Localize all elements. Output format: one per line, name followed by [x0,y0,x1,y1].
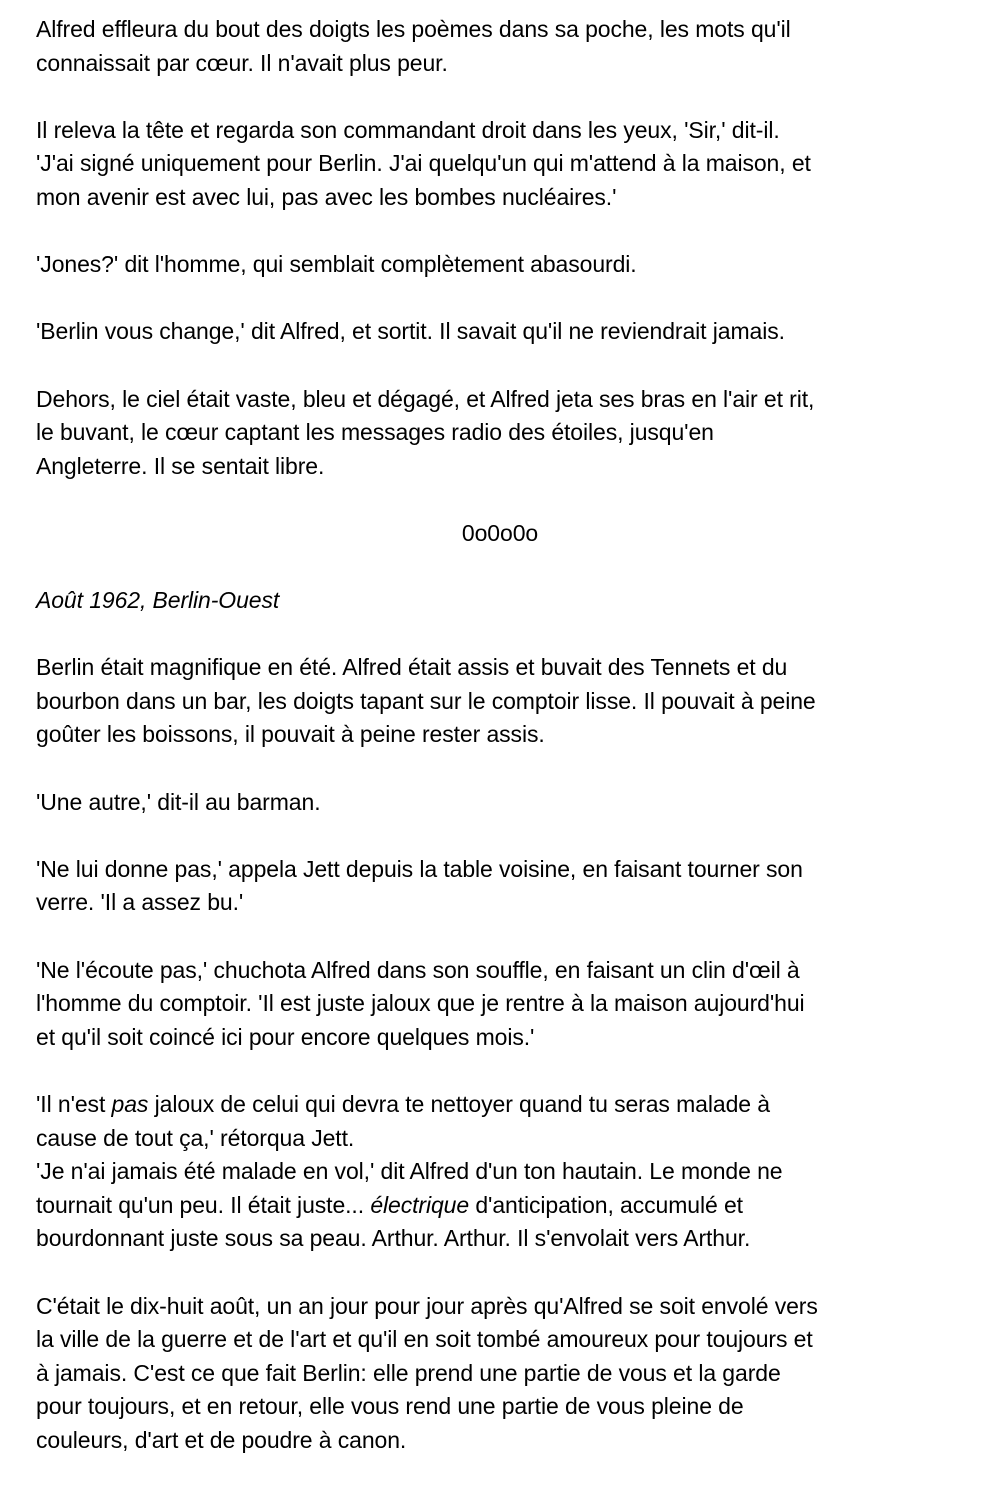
text-line: Alfred effleura du bout des doigts les poèmes dans sa poche, les mots qu'il [36,16,791,42]
paragraph [36,383,986,484]
paragraph [36,954,986,1055]
document-page [36,13,986,1491]
section-heading [36,584,986,618]
text-line: goûter les boissons, il pouvait à peine rester assis. [36,721,545,748]
text-line: 'Berlin vous change,' dit Alfred, et sortit. Il savait qu'il ne reviendrait jamais. [36,318,785,345]
text-line: le buvant, le cœur captant les messages radio des étoiles, jusqu'en [36,419,714,446]
text-line [36,1088,986,1122]
text-line: connaissait par cœur. Il n'avait plus peur. [36,49,448,76]
paragraph [36,1155,986,1256]
separator-text: 0o0o0o [461,519,539,546]
text-line: couleurs, d'art et de poudre à canon. [36,1426,407,1453]
text-line: verre. 'Il a assez bu.' [36,889,244,916]
text-line: l'homme du comptoir. 'Il est juste jaloux que je rentre à la maison aujourd'hui [36,990,805,1017]
text-line: 'Jones?' dit l'homme, qui semblait complètement abasourdi. [36,251,637,278]
text-line: bourbon dans un bar, les doigts tapant sur le comptoir lisse. Il pouvait à peine [36,687,816,714]
date-location-heading: Août 1962, Berlin-Ouest [36,587,280,614]
text-line: 'Une autre,' dit-il au barman. [36,788,321,815]
scene-separator [36,517,986,551]
paragraph [36,853,986,920]
text-line: 'J'ai signé uniquement pour Berlin. J'ai quelqu'un qui m'attend à la maison, et [36,150,811,177]
text-line: 'Ne lui donne pas,' appela Jett depuis la table voisine, en faisant tourner son [36,855,803,882]
text-line: 'Je n'ai jamais été malade en vol,' dit Alfred d'un ton hautain. Le monde ne [36,1158,783,1185]
text-line: pour toujours, et en retour, elle vous rend une partie de vous pleine de [36,1393,744,1420]
paragraph [36,651,986,752]
text-line: la ville de la guerre et de l'art et qu'il en soit tombé amoureux pour toujours et [36,1326,813,1353]
text-segment: jaloux de celui qui devra te nettoyer quand tu seras malade à [148,1091,770,1117]
text-line: Dehors, le ciel était vaste, bleu et dégagé, et Alfred jeta ses bras en l'air et rit, [36,385,815,412]
emphasis: pas [111,1091,149,1117]
text-line [36,1189,986,1223]
text-line: Angleterre. Il se sentait libre. [36,452,325,479]
paragraph [36,1088,986,1155]
text-line: Berlin était magnifique en été. Alfred était assis et buvait des Tennets et du [36,654,788,681]
paragraph [36,13,986,80]
text-line: bourdonnant juste sous sa peau. Arthur. Arthur. Il s'envolait vers Arthur. [36,1225,751,1252]
paragraph [36,315,986,349]
text-line: C'était le dix-huit août, un an jour pour jour après qu'Alfred se soit envolé vers [36,1292,818,1319]
text-line: mon avenir est avec lui, pas avec les bombes nucléaires.' [36,183,617,210]
text-segment: tournait qu'un peu. Il était juste... [36,1191,371,1218]
text-segment: 'Il n'est [36,1091,112,1117]
text-segment: d'anticipation, accumulé et [469,1191,743,1218]
text-line: et qu'il soit coincé ici pour encore quelques mois.' [36,1023,535,1050]
text-line: 'Ne l'écoute pas,' chuchota Alfred dans son souffle, en faisant un clin d'œil à [36,956,800,983]
paragraph [36,1290,986,1458]
text-line: Il releva la tête et regarda son commandant droit dans les yeux, 'Sir,' dit-il. [36,116,780,143]
emphasis: électrique [370,1191,470,1218]
paragraph [36,786,986,820]
text-line: cause de tout ça,' rétorqua Jett. [36,1124,355,1151]
paragraph [36,248,986,282]
text-line: à jamais. C'est ce que fait Berlin: elle prend une partie de vous et la garde [36,1359,781,1386]
paragraph [36,114,986,215]
